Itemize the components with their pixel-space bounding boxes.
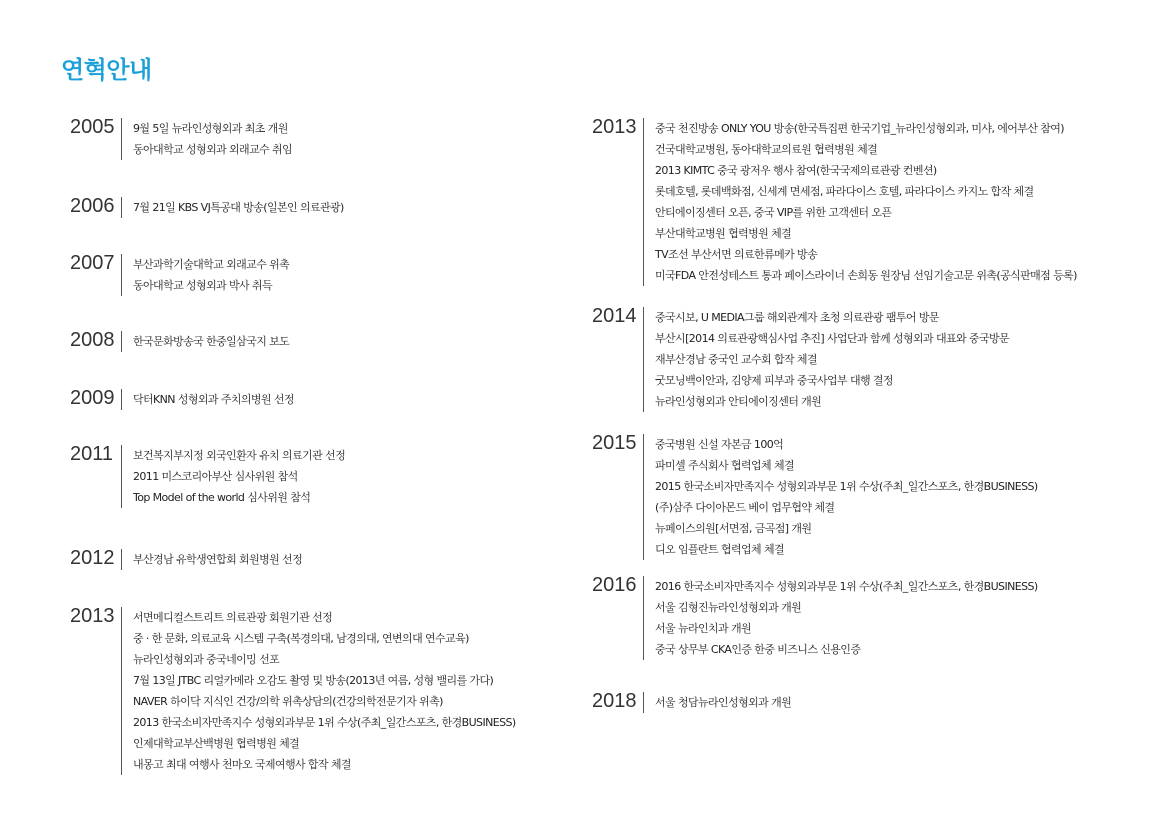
timeline-item: 서울 청담뉴라인성형외과 개원 (655, 696, 792, 709)
timeline-item: 인제대학교부산백병원 협력병원 체결 (133, 737, 300, 750)
timeline-entry (70, 549, 302, 570)
timeline-item: 서울 김형진뉴라인성형외과 개원 (655, 601, 802, 614)
timeline-entry (592, 692, 791, 713)
timeline-year: 2016 (592, 574, 637, 596)
timeline-items (655, 692, 791, 713)
timeline-item: 중국시보, U MEDIA그룹 해외관계자 초청 의료관광 팸투어 방문 (655, 311, 939, 324)
timeline-item: 내몽고 최대 여행사 천마오 국제여행사 합작 체결 (133, 758, 351, 771)
timeline-entry (70, 197, 344, 218)
timeline-item: 한국문화방송국 한중일삼국지 보도 (133, 335, 290, 348)
timeline-year: 2011 (70, 443, 114, 465)
timeline-year: 2006 (70, 195, 115, 217)
timeline-year: 2009 (70, 387, 115, 409)
timeline-item: 뉴라인성형외과 안티에이징센터 개원 (655, 395, 822, 408)
timeline-item: (주)삼주 다이아몬드 베이 업무협약 체결 (655, 501, 835, 514)
timeline-entry (70, 254, 289, 296)
timeline-divider (643, 692, 644, 713)
timeline-entry (70, 607, 516, 775)
timeline-item: 2015 한국소비자만족지수 성형외과부문 1위 수상(주최_일간스포츠, 한경BUSINESS) (655, 480, 1038, 493)
timeline-entry (70, 445, 345, 508)
timeline-item: 7월 13일 JTBC 리얼카메라 오감도 촬영 및 방송(2013년 여름, 성형 밸리를 가다) (133, 674, 494, 687)
timeline-item: 굿모닝백이안과, 김양제 피부과 중국사업부 대행 결정 (655, 374, 893, 387)
timeline-item: 서울 뉴라인치과 개원 (655, 622, 752, 635)
timeline-items (133, 197, 344, 218)
page-title: 연혁안내 (61, 56, 152, 84)
timeline-items (133, 607, 516, 775)
timeline-item: 9월 5일 뉴라인성형외과 최초 개원 (133, 122, 288, 135)
timeline-item: TV조선 부산서면 의료한류메카 방송 (655, 248, 818, 261)
timeline-divider (121, 607, 122, 775)
timeline-entry (592, 576, 1038, 660)
timeline-item: 디오 임플란트 협력업체 체결 (655, 543, 785, 556)
timeline-divider (121, 197, 122, 218)
timeline-item: 7월 21일 KBS VJ특공대 방송(일본인 의료관광) (133, 201, 344, 214)
timeline-item: 중국 천진방송 ONLY YOU 방송(한국특집편 한국기업_뉴라인성형외과, 미샤, 에어부산 참여) (655, 122, 1064, 135)
timeline-item: 안티에이징센터 오픈, 중국 VIP를 위한 고객센터 오픈 (655, 206, 892, 219)
timeline-year: 2015 (592, 432, 637, 454)
timeline-items (133, 254, 289, 296)
timeline-item: 건국대학교병원, 동아대학교의료원 협력병원 체결 (655, 143, 878, 156)
timeline-divider (643, 118, 644, 286)
timeline-item: 동아대학교 성형외과 박사 취득 (133, 279, 273, 292)
timeline-divider (643, 307, 644, 412)
timeline-item: 2013 KIMTC 중국 광저우 행사 참여(한국국제의료관광 컨벤션) (655, 164, 937, 177)
timeline-year: 2014 (592, 305, 637, 327)
timeline-items (133, 389, 294, 410)
timeline-year: 2013 (70, 605, 115, 627)
timeline-divider (643, 576, 644, 660)
timeline-year: 2008 (70, 329, 115, 351)
timeline-divider (121, 254, 122, 296)
timeline-item: 부산대학교병원 협력병원 체결 (655, 227, 792, 240)
timeline-year: 2018 (592, 690, 637, 712)
timeline-entry (70, 389, 294, 410)
timeline-divider (121, 445, 122, 508)
timeline-items (133, 549, 302, 570)
timeline-item: 재부산경남 중국인 교수회 합작 체결 (655, 353, 817, 366)
timeline-item: 서면메디컬스트리트 의료관광 회원기관 선정 (133, 611, 333, 624)
timeline-entry (70, 118, 292, 160)
timeline-item: 부산시[2014 의료관광핵심사업 추진] 사업단과 함께 성형외과 대표와 중국방문 (655, 332, 1010, 345)
timeline-item: 닥터KNN 성형외과 주치의병원 선정 (133, 393, 294, 406)
timeline-year: 2007 (70, 252, 115, 274)
timeline-item: 2011 미스코리아부산 심사위원 참석 (133, 470, 298, 483)
timeline-items (655, 576, 1038, 660)
timeline-divider (121, 118, 122, 160)
timeline-divider (121, 389, 122, 410)
timeline-item: 부산경남 유학생연합회 회원병원 선정 (133, 553, 303, 566)
timeline-entry (70, 331, 289, 352)
timeline-divider (643, 434, 644, 560)
timeline-items (133, 331, 289, 352)
timeline-item: 중국병원 신설 자본금 100억 (655, 438, 784, 451)
timeline-entry (592, 118, 1077, 286)
timeline-item: 뉴라인성형외과 중국네이밍 선포 (133, 653, 280, 666)
timeline-item: 뉴페이스의원[서면점, 금곡점] 개원 (655, 522, 812, 535)
timeline-year: 2013 (592, 116, 637, 138)
timeline-item: 미국FDA 안전성테스트 통과 페이스라이너 손희동 원장님 선임기술고문 위촉(공식판매점 등록) (655, 269, 1077, 282)
timeline-divider (121, 549, 122, 570)
timeline-items (655, 434, 1038, 560)
timeline-items (133, 118, 292, 160)
timeline-item: 2016 한국소비자만족지수 성형외과부문 1위 수상(주최_일간스포츠, 한경BUSINESS) (655, 580, 1038, 593)
timeline-entry (592, 434, 1038, 560)
timeline-item: Top Model of the world 심사위원 참석 (133, 491, 311, 504)
timeline-item: 2013 한국소비자만족지수 성형외과부문 1위 수상(주최_일간스포츠, 한경BUSINESS) (133, 716, 516, 729)
timeline-item: 보건복지부지정 외국인환자 유치 의료기관 선정 (133, 449, 346, 462)
timeline-item: NAVER 하이닥 지식인 건강/의학 위촉상담의(건강의학전문기자 위촉) (133, 695, 443, 708)
timeline-divider (121, 331, 122, 352)
timeline-items (655, 307, 1009, 412)
timeline-item: 롯데호텔, 롯데백화점, 신세계 면세점, 파라다이스 호텔, 파라다이스 카지노 합작 체결 (655, 185, 1034, 198)
timeline-item: 중 · 한 문화, 의료교육 시스템 구축(복경의대, 남경의대, 연변의대 연수교육) (133, 632, 469, 645)
timeline-item: 파미셀 주식회사 협력업체 체결 (655, 459, 795, 472)
timeline-year: 2005 (70, 116, 115, 138)
timeline-item: 중국 상무부 CKA인증 한중 비즈니스 신용인증 (655, 643, 861, 656)
timeline-year: 2012 (70, 547, 115, 569)
timeline-item: 동아대학교 성형외과 외래교수 취임 (133, 143, 293, 156)
timeline-items (133, 445, 345, 508)
timeline-entry (592, 307, 1009, 412)
timeline-item: 부산과학기술대학교 외래교수 위촉 (133, 258, 290, 271)
timeline-items (655, 118, 1077, 286)
